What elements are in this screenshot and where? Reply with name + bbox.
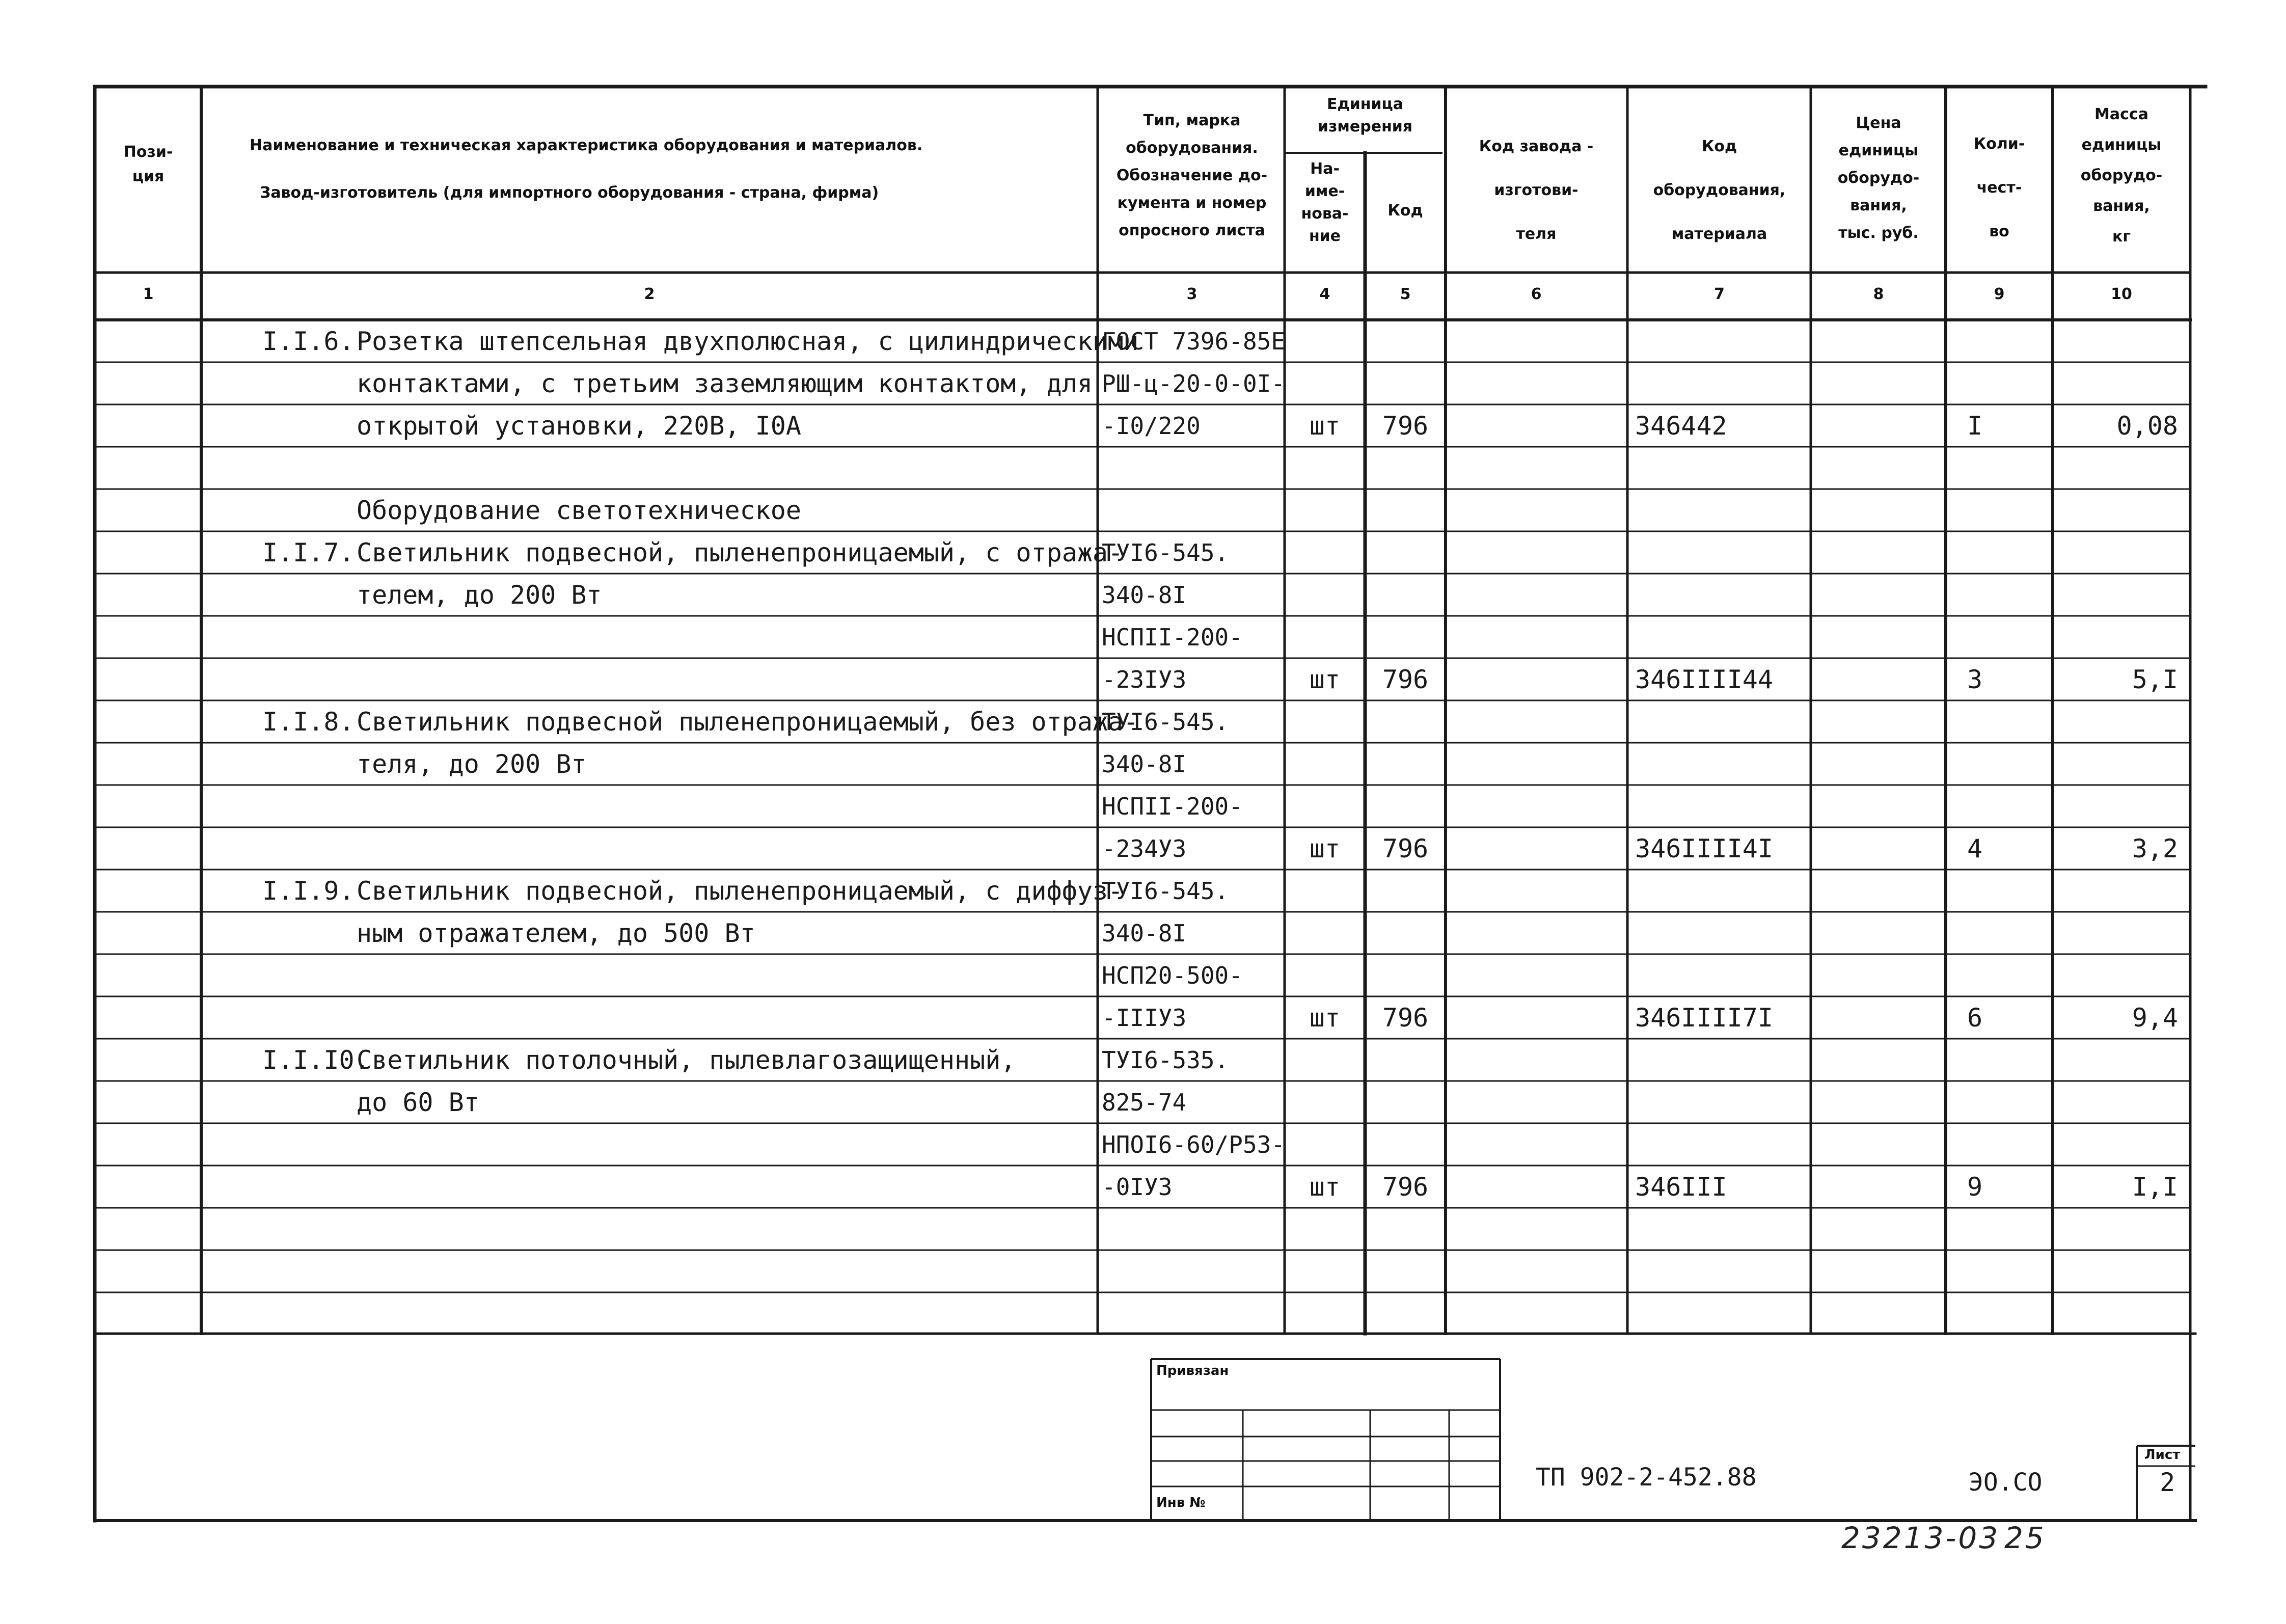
row-unit: шт bbox=[1309, 834, 1341, 863]
row-type: ТУI6-545. bbox=[1102, 539, 1229, 566]
header-name-line2: Завод-изготовитель (для импортного оборудования - страна, фирма) bbox=[260, 184, 879, 202]
row-type: -234У3 bbox=[1102, 835, 1187, 862]
row-pos: I.I.9. bbox=[262, 876, 355, 906]
row-type: ГОСТ 7396-85Е bbox=[1102, 328, 1286, 355]
row-type: НСП20-500- bbox=[1102, 962, 1243, 989]
row-unit: шт bbox=[1309, 665, 1341, 694]
row-code: 796 bbox=[1382, 665, 1429, 694]
colnum-8: 8 bbox=[1873, 285, 1884, 303]
header-quantity: Коли- чест- во bbox=[1973, 135, 2025, 240]
row-name: до 60 Вт bbox=[357, 1088, 479, 1117]
header-name-line1: Наименование и техническая характеристика оборудования и материалов. bbox=[250, 137, 923, 154]
row-pos: I.I.6. bbox=[262, 327, 355, 356]
row-name: Светильник подвесной пыленепроницаемый, без отража- bbox=[357, 707, 1139, 737]
row-unit: шт bbox=[1309, 1172, 1341, 1202]
row-name: Розетка штепсельная двухполюсная, с цилиндрическими bbox=[357, 327, 1139, 356]
row-type: НПОI6-60/Р53- bbox=[1102, 1131, 1286, 1158]
stamp-sheet-number: 2 bbox=[2160, 1468, 2175, 1497]
row-type: -23IУ3 bbox=[1102, 666, 1187, 693]
row-type: -I0/220 bbox=[1102, 412, 1201, 440]
row-mass: 5,I bbox=[2132, 665, 2178, 694]
row-type: 825-74 bbox=[1102, 1089, 1187, 1116]
row-type: НСПII-200- bbox=[1102, 624, 1243, 651]
row-type: РШ-ц-20-0-0I- bbox=[1102, 370, 1286, 397]
row-qty: I bbox=[1967, 411, 1983, 441]
stamp-section: ЭО.СО bbox=[1969, 1468, 2043, 1497]
header-unit-code: Код bbox=[1387, 202, 1423, 220]
row-code: 796 bbox=[1382, 834, 1429, 863]
row-name: телем, до 200 Вт bbox=[357, 580, 602, 610]
stamp-inv-label: Инв № bbox=[1156, 1495, 1206, 1510]
colnum-9: 9 bbox=[1994, 285, 2005, 303]
row-name: открытой установки, 220В, I0А bbox=[357, 411, 801, 441]
row-name: Светильник потолочный, пылевлагозащищенный, bbox=[357, 1045, 1016, 1075]
row-qty: 3 bbox=[1967, 665, 1983, 694]
row-type: 340-8I bbox=[1102, 919, 1187, 947]
colnum-3: 3 bbox=[1186, 285, 1198, 303]
stamp-attached-label: Привязан bbox=[1156, 1363, 1229, 1378]
colnum-5: 5 bbox=[1400, 285, 1411, 303]
colnum-7: 7 bbox=[1714, 285, 1725, 303]
header-price: Цена единицы оборудо- вания, тыс. руб. bbox=[1837, 114, 1920, 242]
row-name: контактами, с третьим заземляющим контактом, для bbox=[357, 369, 1093, 398]
header-unit-name: На- име- нова- ние bbox=[1301, 160, 1349, 245]
colnum-1: 1 bbox=[143, 285, 154, 303]
row-name: Оборудование светотехническое bbox=[357, 496, 801, 525]
row-qty: 6 bbox=[1967, 1003, 1983, 1033]
row-mass: I,I bbox=[2132, 1172, 2178, 1202]
archive-number: 23213-03 bbox=[1841, 1521, 2000, 1555]
row-type: НСПII-200- bbox=[1102, 793, 1243, 820]
row-type: ТУI6-535. bbox=[1102, 1046, 1229, 1074]
row-type: ТУI6-545. bbox=[1102, 708, 1229, 736]
colnum-2: 2 bbox=[644, 285, 655, 303]
row-mat: 346IIII7I bbox=[1635, 1003, 1773, 1033]
row-code: 796 bbox=[1382, 1172, 1429, 1202]
row-code: 796 bbox=[1382, 411, 1429, 441]
row-name: Светильник подвесной, пыленепроницаемый, с диффуз- bbox=[357, 876, 1124, 906]
row-qty: 9 bbox=[1967, 1172, 1983, 1202]
row-pos: I.I.7. bbox=[262, 538, 355, 567]
row-mat: 346442 bbox=[1635, 411, 1727, 441]
stamp-doc-code: ТП 902-2-452.88 bbox=[1536, 1463, 1757, 1492]
row-unit: шт bbox=[1309, 411, 1341, 441]
colnum-6: 6 bbox=[1531, 285, 1542, 303]
row-mass: 0,08 bbox=[2116, 411, 2178, 441]
header-unit-group: Единица измерения bbox=[1317, 95, 1413, 136]
row-mass: 3,2 bbox=[2132, 834, 2178, 863]
row-pos: I.I.8. bbox=[262, 707, 355, 737]
header-mass: Масса единицы оборудо- вания, кг bbox=[2080, 105, 2163, 246]
row-pos: I.I.I0. bbox=[262, 1045, 370, 1075]
row-mat: 346IIII44 bbox=[1635, 665, 1773, 694]
row-type: ТУI6-545. bbox=[1102, 877, 1229, 905]
row-unit: шт bbox=[1309, 1003, 1341, 1033]
row-qty: 4 bbox=[1967, 834, 1983, 863]
colnum-4: 4 bbox=[1319, 285, 1330, 303]
row-name: Светильник подвесной, пыленепроницаемый, с отража- bbox=[357, 538, 1124, 567]
row-mass: 9,4 bbox=[2132, 1003, 2178, 1033]
header-material-code: Код оборудования, материала bbox=[1653, 138, 1786, 243]
header-type: Тип, марка оборудования. Обозначение до- кумента и номер опросного листа bbox=[1116, 112, 1268, 239]
row-code: 796 bbox=[1382, 1003, 1429, 1033]
row-type: -0IУ3 bbox=[1102, 1173, 1173, 1201]
row-type: -IIIУ3 bbox=[1102, 1004, 1187, 1032]
row-type: 340-8I bbox=[1102, 750, 1187, 778]
stamp-sheet-label: Лист bbox=[2144, 1447, 2181, 1463]
colnum-10: 10 bbox=[2111, 285, 2132, 303]
archive-page: 25 bbox=[2004, 1521, 2046, 1555]
row-type: 340-8I bbox=[1102, 581, 1187, 609]
header-factory-code: Код завода - изготови- теля bbox=[1479, 138, 1594, 243]
row-mat: 346IIII4I bbox=[1635, 834, 1773, 863]
header-position: Пози- ция bbox=[123, 143, 173, 185]
row-name: ным отражателем, до 500 Вт bbox=[357, 918, 755, 948]
row-mat: 346III bbox=[1635, 1172, 1727, 1202]
row-name: теля, до 200 Вт bbox=[357, 749, 587, 779]
